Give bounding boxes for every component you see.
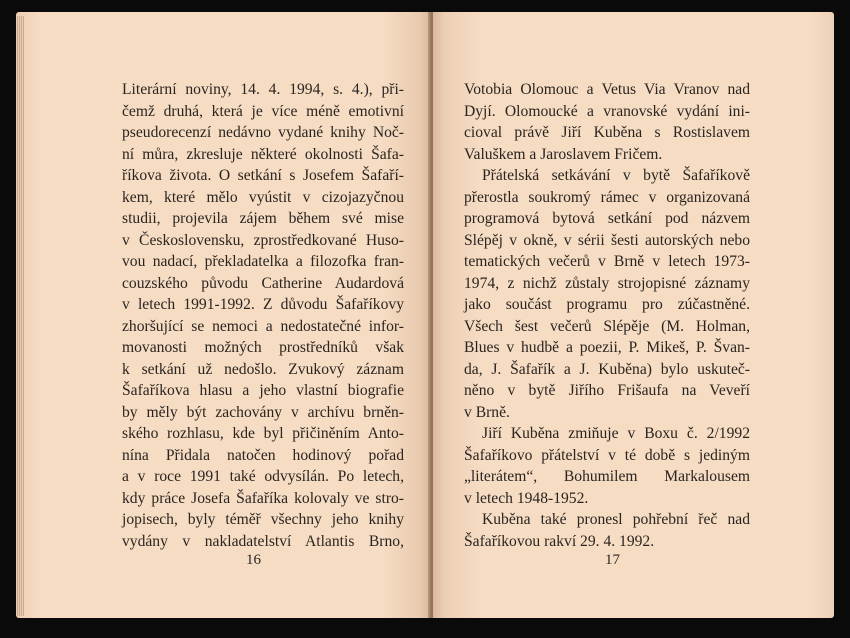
text-line: Všech šest večerů Slépěje (M. Holman, bbox=[464, 317, 750, 335]
page-edges bbox=[16, 16, 24, 616]
page-number: 17 bbox=[605, 552, 620, 568]
text-line: Šafaříkovou rakví 29. 4. 1992. bbox=[464, 532, 655, 550]
open-book bbox=[10, 12, 836, 624]
text-line: programová bytová setkání pod názvem bbox=[464, 210, 750, 227]
text-line: něno v bytě Jiřího Frišaufa na Veveří bbox=[464, 382, 750, 399]
text-line: ského rozhlasu, kde byl přičiněním Anto- bbox=[122, 425, 404, 442]
right-page-text bbox=[464, 79, 750, 552]
text-line: Blues v hudbě a poezii, P. Mikeš, P. Švan- bbox=[464, 339, 750, 356]
text-line: přerostla soukromý rámec v organizovaná bbox=[464, 188, 750, 206]
text-line: jopisech, byly téměř všechny jeho knihy bbox=[122, 511, 404, 528]
text-line: v Československu, zprostředkované Huso- bbox=[122, 231, 404, 249]
text-line: cioval právě Jiří Kuběna s Rostislavem bbox=[464, 124, 750, 141]
text-line: v letech 1948-1952. bbox=[464, 489, 589, 507]
text-line: Jiří Kuběna zmiňuje v Boxu č. 2/1992 bbox=[482, 425, 750, 442]
text-line: Literární noviny, 14. 4. 1994, s. 4.), při- bbox=[122, 81, 404, 98]
text-line: „literátem“, Bohumilem Markalousem bbox=[464, 468, 750, 485]
text-line: v letech 1991-1992. Z důvodu Šafaříkovy bbox=[122, 296, 404, 313]
text-line: tematických večerů v Brně v letech 1973- bbox=[464, 253, 750, 270]
text-line: říkova života. O setkání s Josefem Šafaří- bbox=[122, 167, 404, 184]
page-number: 16 bbox=[246, 552, 261, 568]
text-line: čemž druhá, která je více méně emotivní bbox=[122, 102, 404, 120]
text-line: Šafaříkova hlasu a jeho vlastní biografie bbox=[122, 382, 404, 399]
text-line: pseudorecenzí nedávno vydané knihy Noč- bbox=[122, 124, 404, 141]
text-line: studii, projevila zájem během své mise bbox=[122, 210, 404, 227]
left-page-text bbox=[122, 79, 404, 552]
text-line: 1974, z nichž zůstaly strojopisné záznamy bbox=[464, 274, 750, 292]
text-line: Votobia Olomouc a Vetus Via Vranov nad bbox=[464, 81, 750, 98]
text-line: v Brně. bbox=[464, 403, 510, 421]
text-line: Dyjí. Olomoucké a vranovské vydání ini- bbox=[464, 102, 750, 120]
text-line: kem, které mělo vyústit v cizojazyčnou bbox=[122, 188, 404, 206]
text-line: kdy práce Josefa Šafaříka kolovaly ve stro- bbox=[122, 489, 404, 507]
text-line: jako součást programu pro zúčastněné. bbox=[464, 296, 750, 313]
text-line: zhoršující se nemoci a nedostatečné infor- bbox=[122, 317, 404, 335]
text-line: Přátelská setkávání v bytě Šafaříkově bbox=[482, 167, 750, 184]
text-line: da, J. Šafařík a J. Kuběna) bylo uskuteč- bbox=[464, 360, 750, 378]
text-line: nína Přidala natočen hodinový pořad bbox=[122, 446, 404, 464]
text-line: Šafaříkovo přátelství v té době s jediným bbox=[464, 446, 750, 464]
text-line: k setkání už nedošlo. Zvukový záznam bbox=[122, 360, 404, 378]
text-line: Kuběna také pronesl pohřební řeč nad bbox=[482, 511, 750, 528]
text-line: ní můra, zkresluje některé okolnosti Šafa- bbox=[122, 145, 404, 163]
right-page bbox=[433, 12, 834, 618]
text-line: Valuškem a Jaroslavem Fričem. bbox=[464, 145, 663, 163]
left-page bbox=[16, 12, 432, 618]
text-line: movanosti možných prostředníků však bbox=[122, 339, 404, 356]
text-line: by měly být zachovány v archívu brněn- bbox=[122, 403, 404, 421]
text-line: a v roce 1991 také odvysílán. Po letech, bbox=[122, 468, 404, 485]
text-line: Slépěj v okně, v sérii šesti autorských nebo bbox=[464, 231, 750, 249]
text-line: vou nadací, překladatelka a filozofka fran- bbox=[122, 253, 404, 270]
text-line: couzského původu Catherine Audardová bbox=[122, 274, 404, 292]
text-line: vydány v nakladatelství Atlantis Brno, bbox=[122, 532, 404, 550]
